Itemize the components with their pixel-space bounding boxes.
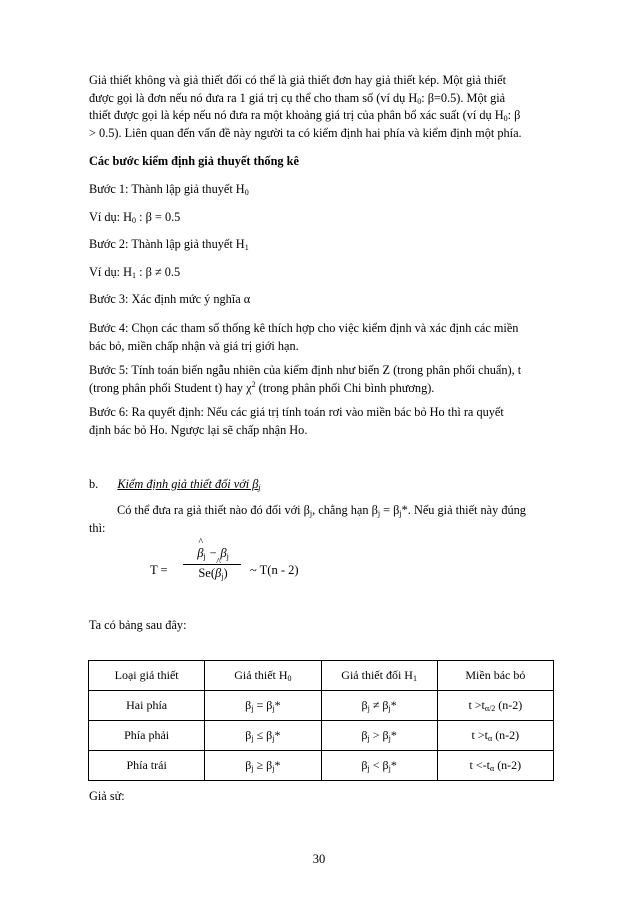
intro-line-2: được gọi là đơn nếu nó đưa ra 1 giá trị cụ thể cho tham số (ví dụ $H_0$: β=0.5). Một giả — [89, 90, 506, 106]
header-h1: Giả thiết đối $H_1$ — [321, 661, 437, 691]
header-region: Miền bác bỏ — [437, 661, 553, 691]
step-3: Bước 3: Xác định mức ý nghĩa α — [89, 292, 251, 306]
page-number: 30 — [312, 852, 326, 866]
section-b-paragraph: Có thể đưa ra giả thiết nào đó đối với $\beta_j$, chẳng hạn $\beta_j = \beta_j*$. Nếu giả thiết này đúng thì: — [89, 503, 526, 535]
step-6: Bước 6: Ra quyết định: Nếu các giá trị tính toán rơi vào miền bác bỏ Ho thì ra quyết định bác bỏ Ho. Ngược lại sẽ chấp nhận Ho. — [89, 405, 504, 437]
table-intro: Ta có bảng sau đây: — [89, 618, 187, 632]
step-5: Bước 5: Tính toán biến ngẫu nhiên của kiểm định như biến Z (trong phân phối chuẩn), t (trong phân phối Student t) hay $\chi^2$ (trong phân phối Chi bình phương). — [89, 363, 522, 395]
intro-line-3: thiết được gọi là kép nếu nó đưa ra một khoảng giá trị của phân bổ xác suất (ví dụ $H_0$: β — [89, 108, 521, 123]
formula-lhs: T = — [150, 563, 168, 577]
t-statistic-formula — [150, 542, 350, 602]
example-1: Ví dụ: $H_0$ : β = 0.5 — [89, 210, 181, 225]
example-2: Ví dụ: $H_1$ : β ≠ 0.5 — [89, 265, 181, 280]
table-row: Phía trái $\beta_j \ge \beta_j*$ $\beta_j < \beta_j*$ $t <-t_\alpha$ (n-2) — [89, 751, 554, 781]
fraction-bar — [183, 564, 241, 565]
step-2: Bước 2: Thành lập giả thuyết $H_1$ — [89, 237, 249, 252]
formula-denominator: Se(^ $\beta_j$) — [183, 566, 243, 581]
header-type: Loại giả thiết — [89, 661, 205, 691]
section-b-heading: Kiểm định giả thiết đối với $\beta_j$ — [117, 477, 261, 492]
section-b-title — [89, 476, 552, 494]
step-4: Bước 4: Chọn các tham số thống kê thích hợp cho việc kiểm định và xác định các miền bác bỏ, miền chấp nhận và giá trị giới hạn. — [89, 321, 519, 353]
steps-heading: Các bước kiểm định giả thuyết thống kê — [89, 154, 299, 168]
table-header-row — [89, 661, 554, 691]
intro-line-1: Giả thiết không và giả thiết đối có thể là giả thiết đơn hay giả thiết kép. Một giả thiết — [89, 73, 506, 87]
hypothesis-table — [88, 660, 554, 781]
section-b-label: b. — [89, 477, 99, 491]
table-row: Hai phía $\beta_j = \beta_j*$ $\beta_j \ne \beta_j*$ $t >t_{\alpha/2}$ (n-2) — [89, 691, 554, 721]
formula-rhs: ~ T(n - 2) — [250, 563, 299, 577]
header-h0: Giả thiết $H_0$ — [205, 661, 321, 691]
step-1: Bước 1: Thành lập giả thuyết $H_0$ — [89, 182, 249, 197]
formula-numerator: ^ $\beta_j - \beta_j$ — [183, 546, 243, 561]
intro-paragraph — [89, 72, 552, 142]
table-row: Phía phải $\beta_j \le \beta_j*$ $\beta_j > \beta_j*$ $t >t_\alpha$ (n-2) — [89, 721, 554, 751]
intro-line-4: > 0.5). Liên quan đến vấn đề này người ta có kiểm định hai phía và kiểm định một phía. — [89, 125, 522, 140]
closing-text: Giả sử: — [89, 789, 125, 803]
